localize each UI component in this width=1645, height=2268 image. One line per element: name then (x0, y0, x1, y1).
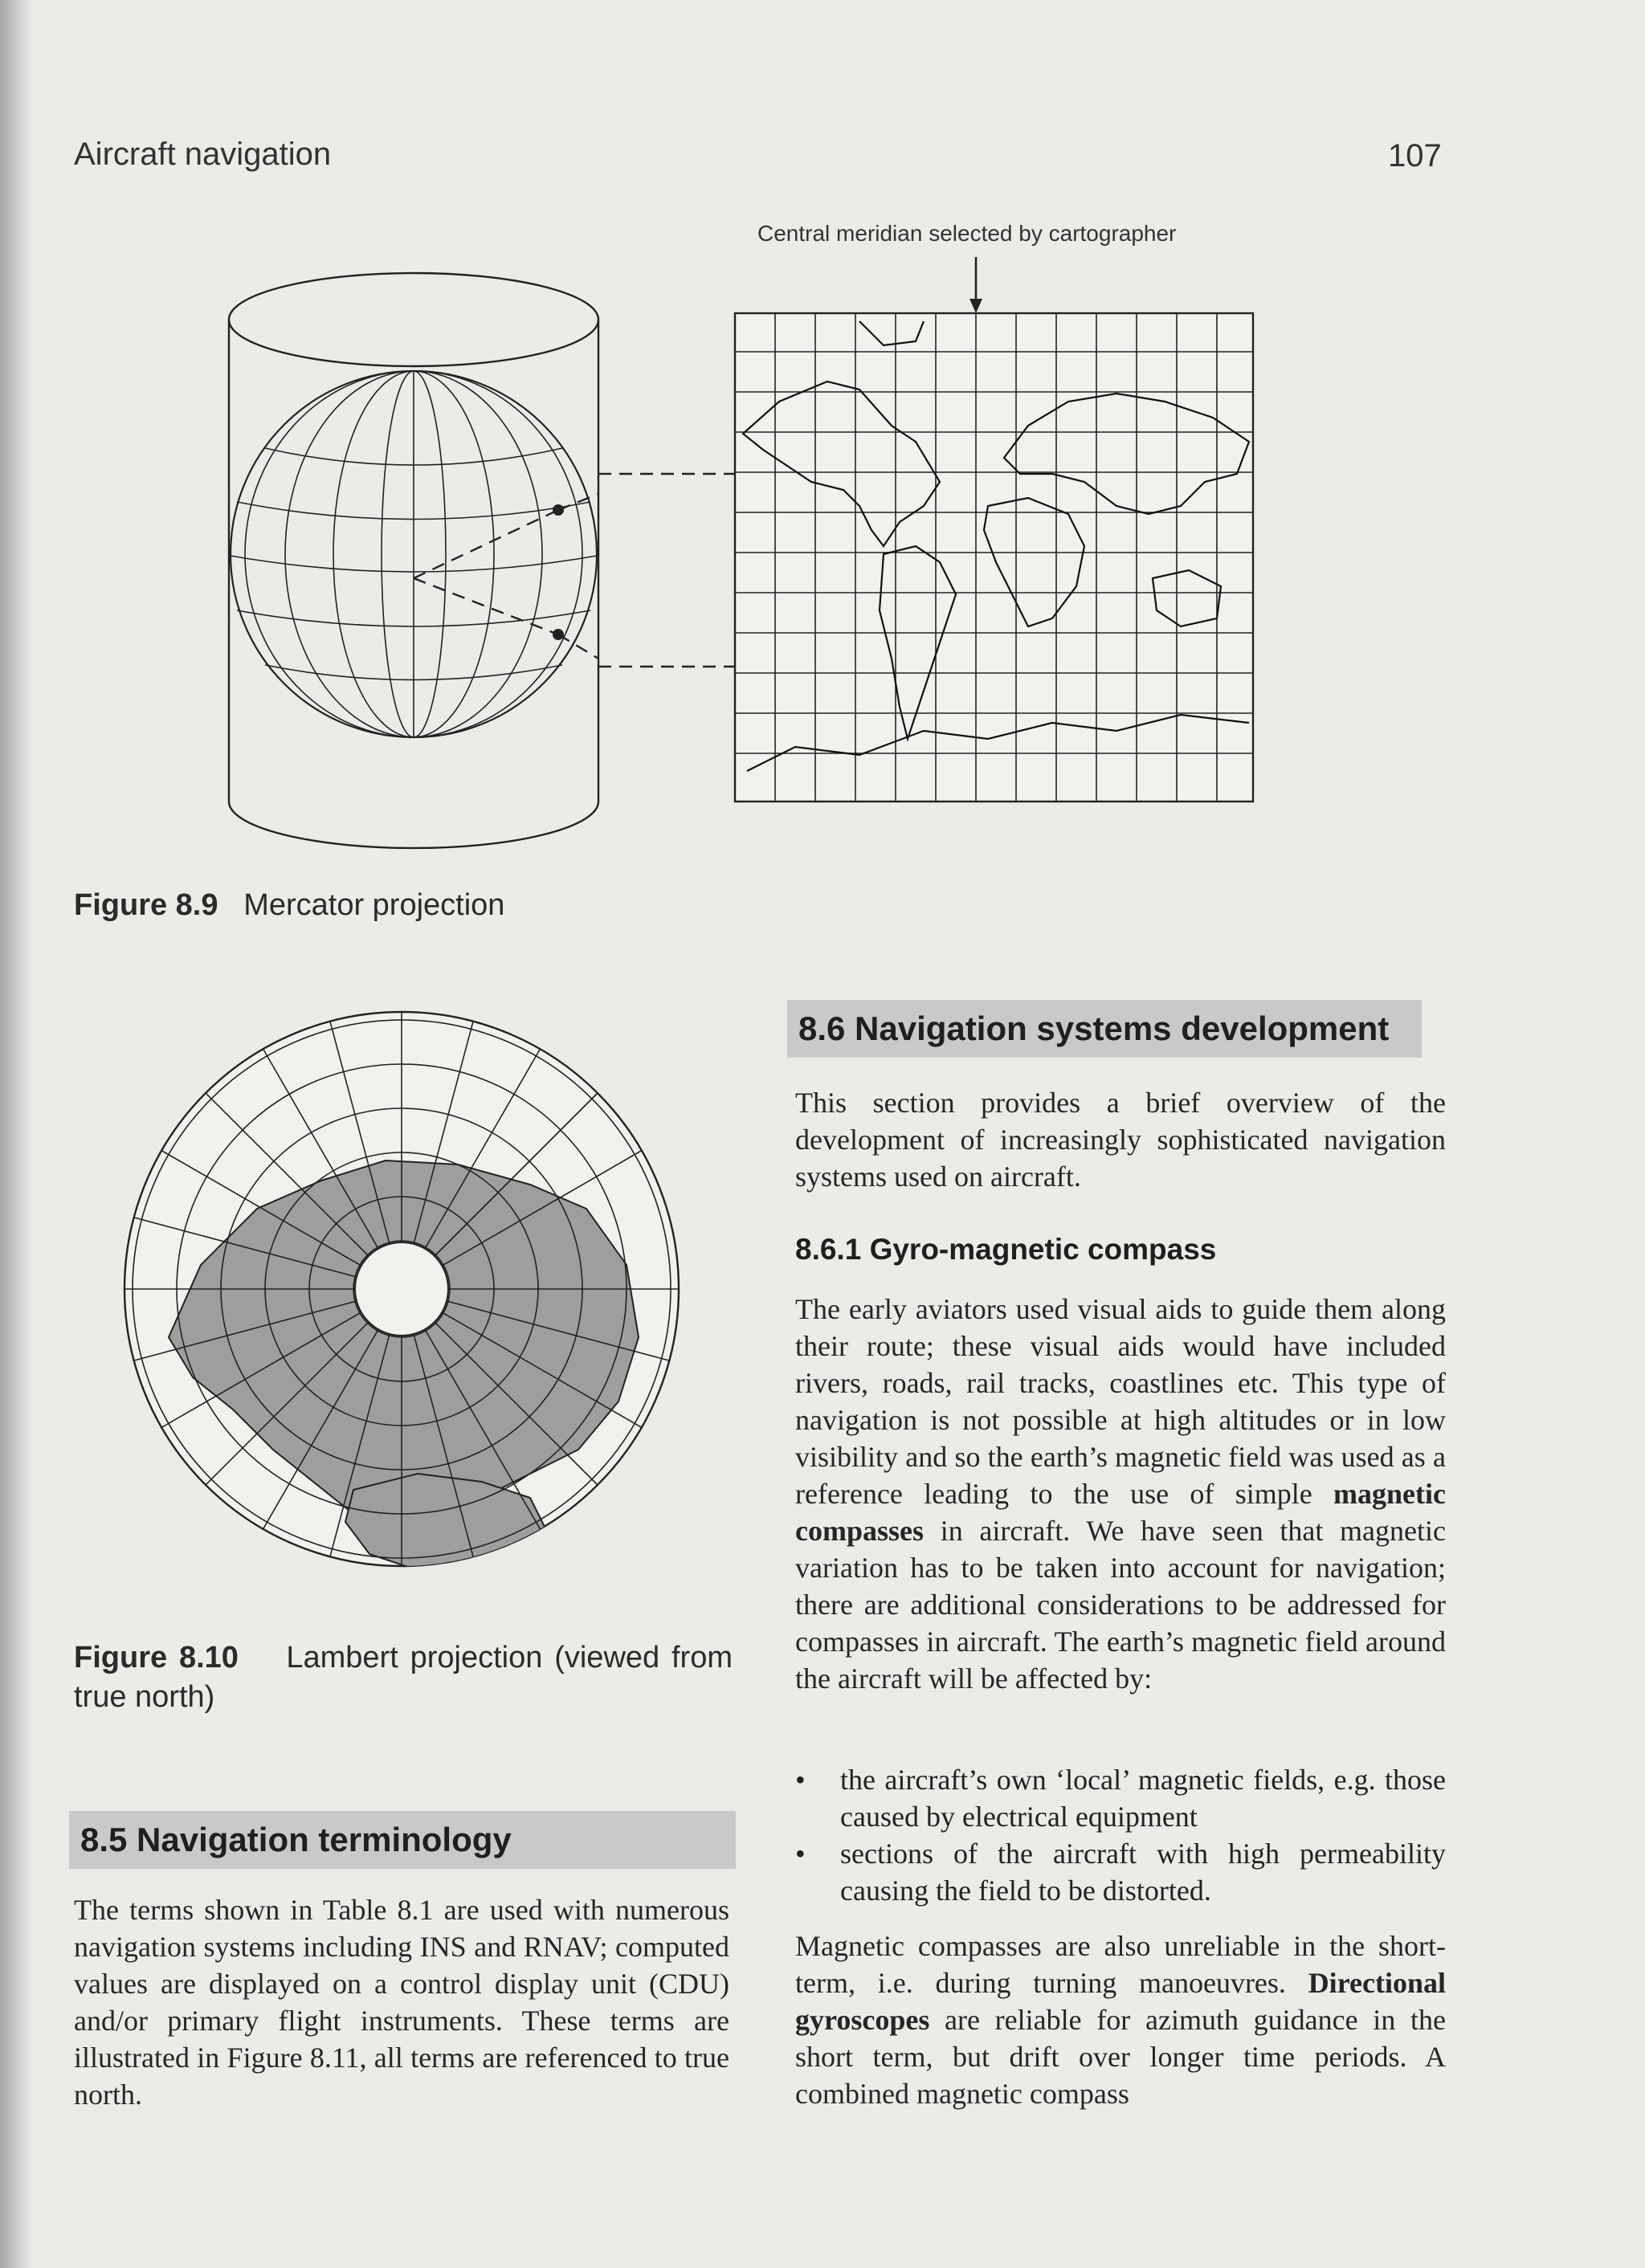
text-run: in aircraft. We have seen that magnetic variation has to be taken into account for navigation; there are additional considerations to be addressed for compasses in aircraft. The earth’s magnetic field around the aircraft will be affected by: (795, 1515, 1446, 1695)
text-run: are reliable for azimuth guidance in the short term, but drift over longer time periods. A combined magnetic compass (795, 2004, 1446, 2110)
bold-term: magnetic compasses (795, 1478, 1446, 1547)
globe (231, 371, 597, 737)
list-item: • the aircraft’s own ‘local’ magnetic fields, e.g. those caused by electrical equipment (795, 1761, 1446, 1835)
section-8-6-1-paragraph-1 (795, 1291, 1446, 1697)
figure-label: Figure 8.9 (74, 888, 218, 922)
mercator-map (735, 257, 1253, 802)
page-edge-shadow (0, 0, 32, 2268)
running-head: Aircraft navigation (74, 137, 332, 172)
section-8-6-1-paragraph-2 (795, 1927, 1446, 2112)
figure-label: Figure 8.10 (74, 1641, 239, 1674)
globe-point-south (553, 629, 564, 640)
list-item: • sections of the aircraft with high permeability causing the field to be distorted. (795, 1835, 1446, 1909)
section-heading-8-5: 8.5 Navigation terminology (69, 1811, 736, 1869)
text-run: Magnetic compasses are also unreliable in the short-term, i.e. during turning manoeuvres. (795, 1930, 1446, 1999)
figure-8-10-caption (74, 1638, 733, 1717)
meridian-arrow-head (969, 299, 982, 313)
figure-caption-text: Lambert projection (viewed from true north) (74, 1641, 733, 1714)
influences-list (795, 1761, 1446, 1909)
globe-point-north (553, 504, 564, 516)
section-8-6-intro: This section provides a brief overview of the development of increasingly sophisticated navigation systems used on aircraft. (795, 1087, 1446, 1193)
lambert-figure (112, 1000, 707, 1594)
bold-term: Directional gyroscopes (795, 1967, 1446, 2036)
text-run: The early aviators used visual aids to guide them along their route; these visual aids would have included rivers, roads, rail tracks, coastlines etc. This type of navigation is not possible at high altitudes or in low visibility and so the earth’s magnetic field was used as a reference leading to the use of simple (795, 1293, 1446, 1510)
section-heading-8-6: 8.6 Navigation systems development (787, 1000, 1422, 1058)
figure-8-9-caption (74, 886, 504, 925)
subsection-heading-8-6-1: 8.6.1 Gyro-magnetic compass (795, 1233, 1217, 1266)
mercator-annotation: Central meridian selected by cartographer (757, 221, 1177, 246)
north-pole-cap (355, 1242, 448, 1336)
figure-caption-text: Mercator projection (243, 888, 505, 922)
mercator-figure (217, 241, 1293, 867)
section-8-5-paragraph: The terms shown in Table 8.1 are used with numerous navigation systems including INS and RNAV; computed values are displayed on a control display unit (CDU) and/or primary flight instruments. These terms are illustrated in Figure 8.11, all terms are referenced to true north. (74, 1894, 729, 2111)
page-number: 107 (1388, 138, 1442, 173)
